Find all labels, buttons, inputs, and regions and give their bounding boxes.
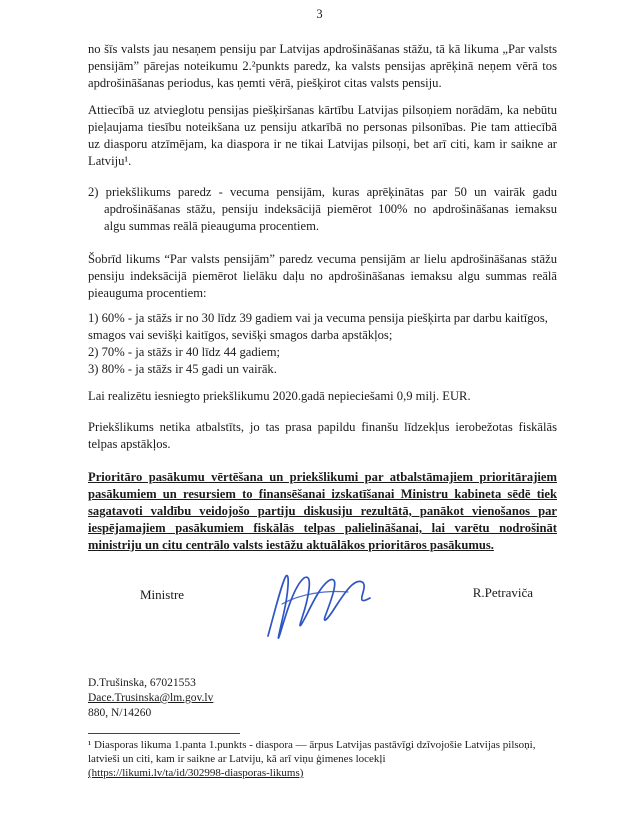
paragraph-cost-estimate: Lai realizētu iesniegto priekšlikumu 2020.gadā nepieciešami 0,9 milj. EUR. bbox=[88, 389, 471, 403]
paragraph-current-law: Šobrīd likums “Par valsts pensijām” paredz vecuma pensijām ar lielu apdrošināšanas stāžu pensiju indeksācijā piemērot lielāku daļu no apdrošināšanas iemaksu algu summas reālā pieauguma procentiem: bbox=[88, 252, 557, 300]
indexation-percentage-list bbox=[88, 310, 557, 378]
contact-block bbox=[0, 676, 639, 721]
contact-person-phone: D.Trušinska, 67021553 bbox=[88, 677, 196, 689]
proposal-item-2: 2) priekšlikums paredz - vecuma pensijām, kuras aprēķinātas par 50 un vairāk gadu apdrošināšanas stāžu, pensiju indeksācijā piemērot 100% no apdrošināšanas iemaksu algu summas reālā pieauguma procentiem. bbox=[88, 185, 557, 233]
document-body bbox=[0, 41, 639, 662]
paragraph-priority-measures: Prioritāro pasākumu vērtēšana un priekšlikumi par atbalstāmajiem prioritārajiem pasākumiem un resursiem to finansēšanai izskatīšanai Ministru kabineta sēdē tiek sagatavoti valdību veidojošo partiju diskusiju rezultātā, panākot vienošanos par iespējamajiem pasākumiem fiskālās telpas palielināšanai, lai varētu nodrošināt ministriju un citu centrālo valsts iestāžu aktuālākos prioritāros pasākumus. bbox=[88, 470, 557, 552]
list-item-80-percent: 3) 80% - ja stāžs ir 45 gadi un vairāk. bbox=[88, 362, 277, 376]
footnote-divider bbox=[88, 733, 240, 734]
list-item-70-percent: 2) 70% - ja stāžs ir 40 līdz 44 gadiem; bbox=[88, 345, 281, 359]
signer-name: R.Petraviča bbox=[472, 585, 533, 600]
footnote-text: ¹ Diasporas likuma 1.panta 1.punkts - diaspora — ārpus Latvijas pastāvīgi dzīvojošie Latvijas pilsoņi, latvieši un citi, kam ir saikne ar Latviju, kā arī viņu ģimenes locekļi bbox=[88, 739, 536, 765]
footnote-url-link[interactable]: (https://likumi.lv/ta/id/302998-diasporas-likums) bbox=[88, 767, 304, 779]
contact-email-link[interactable]: Dace.Trusinska@lm.gov.lv bbox=[88, 692, 214, 704]
page-number: 3 bbox=[316, 7, 323, 21]
signature-block bbox=[88, 570, 557, 662]
handwritten-signature-icon bbox=[230, 564, 380, 661]
paragraph-pension-exclusion: no šīs valsts jau nesaņem pensiju par Latvijas apdrošināšanas stāžu, tā kā likuma „Par valsts pensijām” pārejas noteikumu 2.²punkts paredz, ka valsts pensijas aprēķinā neņem vērā tos apdrošināšanas periodus, kas ņemti vērā, piešķirot citas valsts pensiju. bbox=[88, 42, 557, 90]
footnote-section bbox=[0, 733, 639, 780]
list-item-60-percent: 1) 60% - ja stāžs ir no 30 līdz 39 gadiem vai ja vecuma pensija piešķirta par darbu kaitīgos, smagos vai sevišķi kaitīgos, sevišķi smagos darba apstākļos; bbox=[88, 311, 548, 342]
paragraph-citizenship: Attiecībā uz atvieglotu pensijas piešķiršanas kārtību Latvijas pilsoņiem norādām, ka nebūtu pieļaujama tiesību noteikšana uz pensiju atkarībā no personas pilsonības. Pie tam attiecībā uz diasporu atzīmējam, ka diaspora ir ne tikai Latvijas pilsoņi, bet arī citi, kam ir saikne ar Latviju¹. bbox=[88, 103, 557, 168]
signer-title: Ministre bbox=[140, 587, 185, 602]
contact-reference-number: 880, N/14260 bbox=[88, 707, 152, 719]
paragraph-not-supported: Priekšlikums netika atbalstīts, jo tas prasa papildu finanšu līdzekļus ierobežotas fiskālās telpas apstākļos. bbox=[88, 420, 557, 451]
